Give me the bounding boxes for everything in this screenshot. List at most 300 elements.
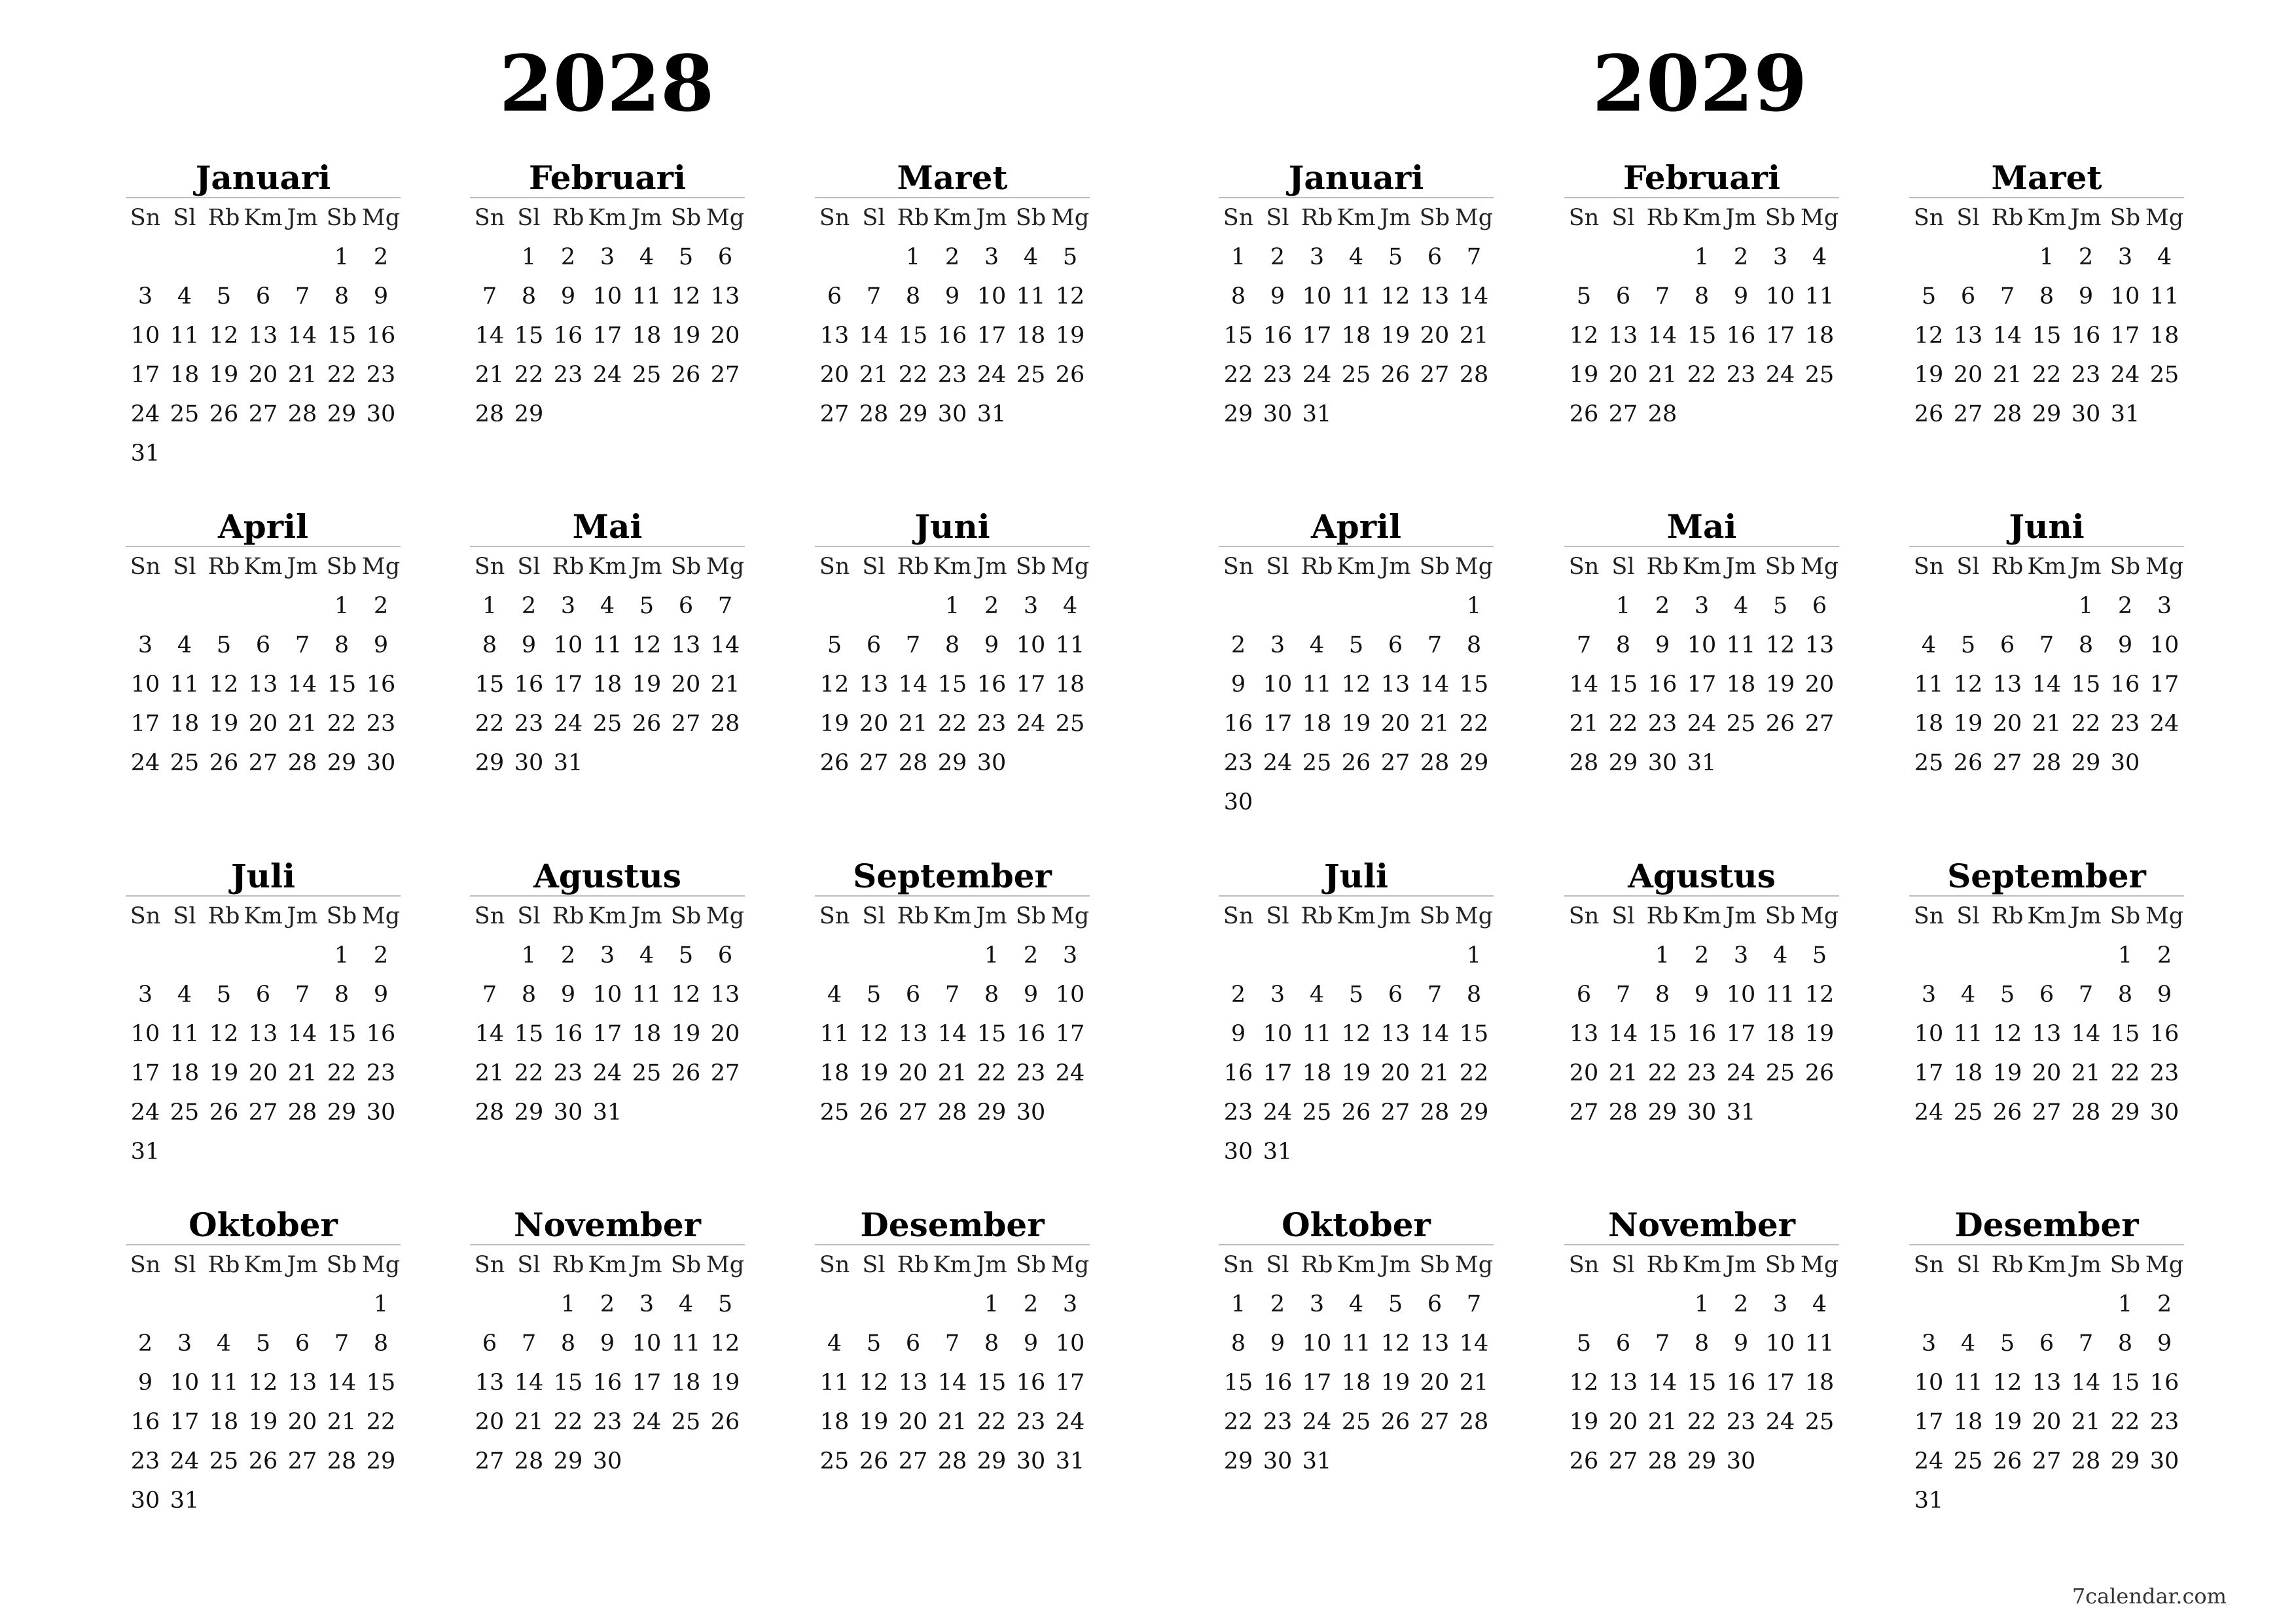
day-cell: 7 bbox=[1655, 283, 1670, 310]
day-cell: 18 bbox=[632, 1021, 662, 1047]
day-cell: 5 bbox=[216, 982, 232, 1008]
weekday-label: Sn bbox=[1568, 554, 1600, 580]
day-cell: 12 bbox=[1953, 671, 1983, 698]
weekday-label: Km bbox=[588, 554, 627, 580]
day-cell: 2 bbox=[1694, 942, 1710, 969]
day-cell: 17 bbox=[1765, 1370, 1795, 1396]
weekday-label: Rb bbox=[552, 554, 584, 580]
week-row bbox=[1219, 1363, 1494, 1402]
day-cell: 10 bbox=[1687, 632, 1717, 658]
week-row bbox=[1219, 783, 1494, 822]
day-cell bbox=[509, 1285, 548, 1324]
week-row bbox=[1564, 395, 1839, 434]
day-cell bbox=[548, 395, 588, 434]
day-cell bbox=[283, 586, 322, 626]
day-cell: 27 bbox=[1804, 711, 1835, 737]
day-cell: 4 bbox=[1960, 1330, 1976, 1357]
day-cell: 25 bbox=[632, 362, 662, 388]
day-cell: 27 bbox=[1608, 1448, 1638, 1474]
day-cell: 21 bbox=[937, 1409, 967, 1435]
day-cell bbox=[1948, 238, 1988, 277]
month-name: Maret bbox=[815, 158, 1090, 198]
day-cell bbox=[204, 434, 243, 473]
day-cell bbox=[1376, 1132, 1415, 1171]
day-cell: 19 bbox=[1992, 1060, 2022, 1086]
day-cell bbox=[2066, 1285, 2106, 1324]
day-cell bbox=[666, 743, 706, 783]
weekday-header bbox=[470, 198, 745, 238]
week-row bbox=[1909, 1093, 2184, 1132]
site-credit: 7calendar.com bbox=[2072, 1584, 2227, 1609]
day-cell: 16 bbox=[592, 1370, 622, 1396]
day-cell: 29 bbox=[514, 401, 544, 427]
week-row bbox=[1219, 1285, 1494, 1324]
day-cell: 29 bbox=[1459, 750, 1489, 776]
day-cell: 22 bbox=[553, 1409, 583, 1435]
day-cell: 19 bbox=[209, 711, 239, 737]
day-cell bbox=[165, 434, 204, 473]
week-row bbox=[126, 1132, 401, 1171]
month-name: Februari bbox=[1564, 158, 1839, 198]
weekday-label: Km bbox=[243, 554, 283, 580]
day-cell bbox=[2027, 1285, 2066, 1324]
day-cell: 16 bbox=[1016, 1370, 1046, 1396]
week-row bbox=[1909, 1442, 2184, 1481]
day-cell: 5 bbox=[1772, 593, 1788, 619]
day-cell: 5 bbox=[1388, 1291, 1403, 1317]
weekday-label: Jm bbox=[1725, 554, 1757, 580]
day-cell: 31 bbox=[2110, 401, 2140, 427]
day-cell: 6 bbox=[1615, 1330, 1631, 1357]
day-cell: 16 bbox=[1726, 323, 1756, 349]
day-cell: 15 bbox=[553, 1370, 583, 1396]
weekday-label: Sb bbox=[1419, 554, 1450, 580]
weekday-label: Sl bbox=[1266, 1252, 1289, 1278]
day-cell: 6 bbox=[1615, 283, 1631, 310]
day-cell: 16 bbox=[2071, 323, 2101, 349]
day-cell: 22 bbox=[1459, 711, 1489, 737]
day-cell: 2 bbox=[2157, 942, 2172, 969]
day-cell: 24 bbox=[977, 362, 1007, 388]
day-cell: 28 bbox=[287, 1099, 317, 1126]
day-cell: 5 bbox=[1921, 283, 1937, 310]
week-row bbox=[1219, 277, 1494, 316]
month-block bbox=[815, 507, 1090, 783]
day-cell bbox=[1336, 586, 1376, 626]
month-name: Oktober bbox=[1219, 1205, 1494, 1245]
day-cell: 21 bbox=[287, 362, 317, 388]
day-cell: 8 bbox=[521, 982, 537, 1008]
day-cell: 13 bbox=[710, 283, 740, 310]
day-cell: 15 bbox=[1647, 1021, 1677, 1047]
day-cell bbox=[2066, 1481, 2106, 1520]
day-cell bbox=[165, 1285, 204, 1324]
day-cell: 26 bbox=[819, 750, 850, 776]
day-cell: 2 bbox=[373, 942, 389, 969]
day-cell: 5 bbox=[255, 1330, 271, 1357]
week-row bbox=[1564, 1402, 1839, 1442]
day-cell bbox=[854, 936, 893, 975]
day-cell bbox=[666, 395, 706, 434]
day-cell: 26 bbox=[1380, 1409, 1410, 1435]
day-cell bbox=[815, 1285, 854, 1324]
day-cell: 10 bbox=[1302, 1330, 1332, 1357]
day-cell: 27 bbox=[671, 711, 701, 737]
day-cell bbox=[1454, 395, 1494, 434]
week-row bbox=[470, 1285, 745, 1324]
weekday-label: Mg bbox=[706, 1252, 745, 1278]
week-row bbox=[815, 238, 1090, 277]
month-name: Mai bbox=[470, 507, 745, 547]
day-cell: 10 bbox=[2149, 632, 2179, 658]
day-cell: 6 bbox=[678, 593, 694, 619]
weekday-header bbox=[1564, 547, 1839, 586]
day-cell: 27 bbox=[898, 1448, 928, 1474]
week-row bbox=[126, 665, 401, 704]
weekday-label: Jm bbox=[287, 903, 318, 929]
day-cell bbox=[1643, 1285, 1682, 1324]
day-cell: 8 bbox=[1466, 632, 1482, 658]
weekday-header bbox=[815, 547, 1090, 586]
weekday-label: Km bbox=[1336, 205, 1376, 231]
weekday-header bbox=[815, 1245, 1090, 1285]
day-cell: 29 bbox=[1647, 1099, 1677, 1126]
week-row bbox=[1564, 238, 1839, 277]
day-cell: 31 bbox=[1055, 1448, 1085, 1474]
day-cell: 6 bbox=[717, 244, 733, 270]
month-block bbox=[470, 1205, 745, 1481]
weekday-label: Sb bbox=[1015, 1252, 1047, 1278]
day-cell bbox=[933, 1285, 972, 1324]
weekday-label: Mg bbox=[1454, 554, 1494, 580]
day-cell bbox=[1761, 395, 1800, 434]
day-cell: 13 bbox=[1992, 671, 2022, 698]
day-cell: 7 bbox=[905, 632, 921, 658]
weekday-label: Sb bbox=[2109, 554, 2141, 580]
month-block bbox=[1909, 158, 2184, 434]
day-cell: 24 bbox=[632, 1409, 662, 1435]
weekday-label: Sb bbox=[326, 903, 357, 929]
day-cell: 17 bbox=[592, 323, 622, 349]
weekday-label: Sl bbox=[862, 1252, 886, 1278]
week-row bbox=[470, 1054, 745, 1093]
day-cell: 15 bbox=[1459, 1021, 1489, 1047]
day-cell: 19 bbox=[1380, 1370, 1410, 1396]
day-cell: 4 bbox=[600, 593, 615, 619]
day-cell: 30 bbox=[366, 1099, 396, 1126]
day-cell bbox=[2145, 395, 2184, 434]
day-cell: 13 bbox=[1420, 1330, 1450, 1357]
day-cell: 8 bbox=[521, 283, 537, 310]
day-cell: 29 bbox=[2032, 401, 2062, 427]
day-cell bbox=[1564, 586, 1604, 626]
day-cell: 14 bbox=[1647, 1370, 1677, 1396]
day-cell: 29 bbox=[977, 1099, 1007, 1126]
day-cell: 7 bbox=[295, 632, 310, 658]
day-cell: 25 bbox=[170, 1099, 200, 1126]
day-cell: 12 bbox=[859, 1370, 889, 1396]
day-cell: 23 bbox=[592, 1409, 622, 1435]
day-cell: 12 bbox=[859, 1021, 889, 1047]
weekday-label: Sn bbox=[819, 903, 850, 929]
weekday-label: Sn bbox=[130, 554, 161, 580]
day-cell: 1 bbox=[984, 942, 999, 969]
day-cell bbox=[706, 1093, 745, 1132]
day-cell: 5 bbox=[216, 632, 232, 658]
day-cell: 7 bbox=[1615, 982, 1631, 1008]
weekday-label: Sl bbox=[1266, 903, 1289, 929]
day-cell: 29 bbox=[2110, 1099, 2140, 1126]
month-name: Juli bbox=[126, 856, 401, 897]
day-cell: 16 bbox=[1687, 1021, 1717, 1047]
day-cell: 4 bbox=[177, 283, 192, 310]
week-row bbox=[470, 316, 745, 355]
day-cell: 28 bbox=[327, 1448, 357, 1474]
week-row bbox=[126, 434, 401, 473]
day-cell: 12 bbox=[632, 632, 662, 658]
weekday-label: Mg bbox=[2145, 903, 2184, 929]
week-row bbox=[1909, 355, 2184, 395]
week-row bbox=[1909, 936, 2184, 975]
day-cell: 11 bbox=[671, 1330, 701, 1357]
weekday-label: Rb bbox=[552, 1252, 584, 1278]
day-cell bbox=[1948, 936, 1988, 975]
day-cell: 10 bbox=[1055, 982, 1085, 1008]
weekday-label: Mg bbox=[361, 554, 401, 580]
day-cell: 20 bbox=[248, 1060, 278, 1086]
month-name: Maret bbox=[1909, 158, 2184, 198]
day-cell: 5 bbox=[678, 244, 694, 270]
month-name: Desember bbox=[1909, 1205, 2184, 1245]
day-cell: 1 bbox=[521, 244, 537, 270]
day-cell: 15 bbox=[1687, 323, 1717, 349]
day-cell: 23 bbox=[1263, 1409, 1293, 1435]
day-cell: 12 bbox=[209, 323, 239, 349]
day-cell: 16 bbox=[2110, 671, 2140, 698]
weekday-label: Sb bbox=[2109, 205, 2141, 231]
day-cell: 26 bbox=[859, 1099, 889, 1126]
day-cell: 27 bbox=[248, 1099, 278, 1126]
day-cell: 25 bbox=[592, 711, 622, 737]
day-cell: 1 bbox=[1615, 593, 1631, 619]
day-cell: 26 bbox=[1804, 1060, 1835, 1086]
weekday-label: Mg bbox=[1050, 205, 1090, 231]
weekday-label: Jm bbox=[976, 903, 1007, 929]
day-cell: 26 bbox=[1992, 1448, 2022, 1474]
weekday-header bbox=[1219, 897, 1494, 936]
day-cell bbox=[854, 238, 893, 277]
day-cell bbox=[1011, 395, 1050, 434]
day-cell bbox=[1454, 1442, 1494, 1481]
day-cell: 29 bbox=[475, 750, 505, 776]
day-cell bbox=[627, 743, 666, 783]
day-cell bbox=[1761, 743, 1800, 783]
day-cell: 28 bbox=[859, 401, 889, 427]
day-cell bbox=[1761, 1442, 1800, 1481]
day-cell: 28 bbox=[2032, 750, 2062, 776]
day-cell: 14 bbox=[287, 671, 317, 698]
day-cell: 29 bbox=[937, 750, 967, 776]
weekday-label: Mg bbox=[2145, 554, 2184, 580]
day-cell: 19 bbox=[1953, 711, 1983, 737]
day-cell: 23 bbox=[1726, 362, 1756, 388]
day-cell: 5 bbox=[2000, 1330, 2015, 1357]
day-cell bbox=[854, 586, 893, 626]
day-cell: 14 bbox=[1420, 1021, 1450, 1047]
week-row bbox=[1219, 936, 1494, 975]
day-cell: 4 bbox=[2157, 244, 2172, 270]
weekday-label: Jm bbox=[1380, 1252, 1411, 1278]
weekday-label: Mg bbox=[1800, 554, 1839, 580]
day-cell bbox=[1376, 936, 1415, 975]
day-cell: 4 bbox=[177, 982, 192, 1008]
day-cell: 3 bbox=[1062, 942, 1078, 969]
day-cell bbox=[1800, 395, 1839, 434]
day-cell: 14 bbox=[2071, 1370, 2101, 1396]
weekday-label: Sb bbox=[1765, 205, 1796, 231]
day-cell bbox=[283, 434, 322, 473]
weekday-label: Jm bbox=[1725, 903, 1757, 929]
weekday-label: Sb bbox=[2109, 1252, 2141, 1278]
day-cell: 3 bbox=[560, 593, 576, 619]
day-cell: 15 bbox=[327, 671, 357, 698]
weekday-label: Km bbox=[243, 1252, 283, 1278]
weekday-label: Sn bbox=[819, 1252, 850, 1278]
day-cell: 23 bbox=[1687, 1060, 1717, 1086]
day-cell: 18 bbox=[671, 1370, 701, 1396]
day-cell: 2 bbox=[373, 244, 389, 270]
day-cell: 21 bbox=[2032, 711, 2062, 737]
week-row bbox=[1564, 1324, 1839, 1363]
month-block bbox=[470, 158, 745, 434]
day-cell: 4 bbox=[1348, 1291, 1364, 1317]
day-cell: 19 bbox=[819, 711, 850, 737]
weekday-header bbox=[1564, 897, 1839, 936]
day-cell: 24 bbox=[2110, 362, 2140, 388]
day-cell: 9 bbox=[1694, 982, 1710, 1008]
day-cell bbox=[283, 1132, 322, 1171]
weekday-label: Mg bbox=[1800, 903, 1839, 929]
day-cell: 3 bbox=[1062, 1291, 1078, 1317]
day-cell: 3 bbox=[137, 283, 153, 310]
day-cell bbox=[322, 1285, 361, 1324]
day-cell: 15 bbox=[327, 1021, 357, 1047]
year-title: 2029 bbox=[1592, 38, 1808, 129]
weekday-label: Km bbox=[933, 205, 972, 231]
week-row bbox=[1564, 936, 1839, 975]
day-cell: 1 bbox=[2039, 244, 2054, 270]
day-cell: 20 bbox=[671, 671, 701, 698]
day-cell: 1 bbox=[944, 593, 960, 619]
day-cell: 27 bbox=[2032, 1448, 2062, 1474]
day-cell: 1 bbox=[984, 1291, 999, 1317]
day-cell: 12 bbox=[248, 1370, 278, 1396]
day-cell bbox=[1909, 1285, 1948, 1324]
weekday-label: Mg bbox=[1800, 1252, 1839, 1278]
day-cell: 25 bbox=[1765, 1060, 1795, 1086]
day-cell: 29 bbox=[514, 1099, 544, 1126]
month-block bbox=[1909, 856, 2184, 1132]
day-cell: 1 bbox=[1230, 1291, 1246, 1317]
week-row bbox=[815, 1285, 1090, 1324]
day-cell bbox=[1564, 238, 1604, 277]
day-cell: 9 bbox=[137, 1370, 153, 1396]
day-cell: 27 bbox=[248, 401, 278, 427]
day-cell bbox=[322, 434, 361, 473]
day-cell: 7 bbox=[944, 982, 960, 1008]
day-cell: 9 bbox=[521, 632, 537, 658]
weekday-label: Sb bbox=[1419, 1252, 1450, 1278]
day-cell bbox=[1988, 936, 2027, 975]
day-cell: 9 bbox=[1230, 1021, 1246, 1047]
day-cell bbox=[1988, 1481, 2027, 1520]
weekday-header bbox=[470, 1245, 745, 1285]
day-cell: 4 bbox=[1348, 244, 1364, 270]
day-cell: 2 bbox=[1270, 1291, 1285, 1317]
day-cell: 1 bbox=[373, 1291, 389, 1317]
month-block bbox=[815, 1205, 1090, 1481]
day-cell: 20 bbox=[859, 711, 889, 737]
weekday-label: Rb bbox=[1991, 554, 2024, 580]
day-cell bbox=[1336, 1442, 1376, 1481]
day-cell: 12 bbox=[1992, 1370, 2022, 1396]
day-cell bbox=[204, 1132, 243, 1171]
day-cell: 19 bbox=[1569, 362, 1599, 388]
weekday-label: Sn bbox=[1913, 554, 1945, 580]
day-cell: 26 bbox=[671, 362, 701, 388]
day-cell: 24 bbox=[1302, 1409, 1332, 1435]
weekday-label: Sn bbox=[1223, 903, 1254, 929]
day-cell: 24 bbox=[1016, 711, 1046, 737]
day-cell: 10 bbox=[977, 283, 1007, 310]
day-cell bbox=[854, 1285, 893, 1324]
day-cell: 5 bbox=[639, 593, 655, 619]
week-row bbox=[1219, 395, 1494, 434]
weekday-label: Rb bbox=[552, 903, 584, 929]
day-cell: 4 bbox=[1812, 1291, 1827, 1317]
weekday-label: Mg bbox=[361, 1252, 401, 1278]
week-row bbox=[1219, 355, 1494, 395]
day-cell bbox=[666, 1442, 706, 1481]
week-row bbox=[470, 277, 745, 316]
day-cell: 11 bbox=[170, 323, 200, 349]
day-cell bbox=[470, 238, 509, 277]
day-cell: 4 bbox=[1960, 982, 1976, 1008]
weekday-label: Rb bbox=[1646, 205, 1679, 231]
day-cell: 8 bbox=[2039, 283, 2054, 310]
day-cell: 15 bbox=[937, 671, 967, 698]
day-cell: 2 bbox=[2117, 593, 2133, 619]
day-cell: 13 bbox=[671, 632, 701, 658]
day-cell: 7 bbox=[866, 283, 882, 310]
day-cell bbox=[893, 586, 933, 626]
weekday-header bbox=[1564, 1245, 1839, 1285]
day-cell bbox=[1909, 238, 1948, 277]
day-cell: 23 bbox=[2110, 711, 2140, 737]
day-cell: 20 bbox=[2032, 1409, 2062, 1435]
week-row bbox=[815, 1014, 1090, 1054]
weekday-label: Km bbox=[588, 205, 627, 231]
day-cell: 19 bbox=[1341, 1060, 1371, 1086]
week-row bbox=[126, 1481, 401, 1520]
day-cell: 19 bbox=[710, 1370, 740, 1396]
month-name: Januari bbox=[1219, 158, 1494, 198]
day-cell: 22 bbox=[937, 711, 967, 737]
day-cell: 18 bbox=[592, 671, 622, 698]
day-cell: 28 bbox=[2071, 1448, 2101, 1474]
week-row bbox=[470, 238, 745, 277]
day-cell: 11 bbox=[632, 982, 662, 1008]
